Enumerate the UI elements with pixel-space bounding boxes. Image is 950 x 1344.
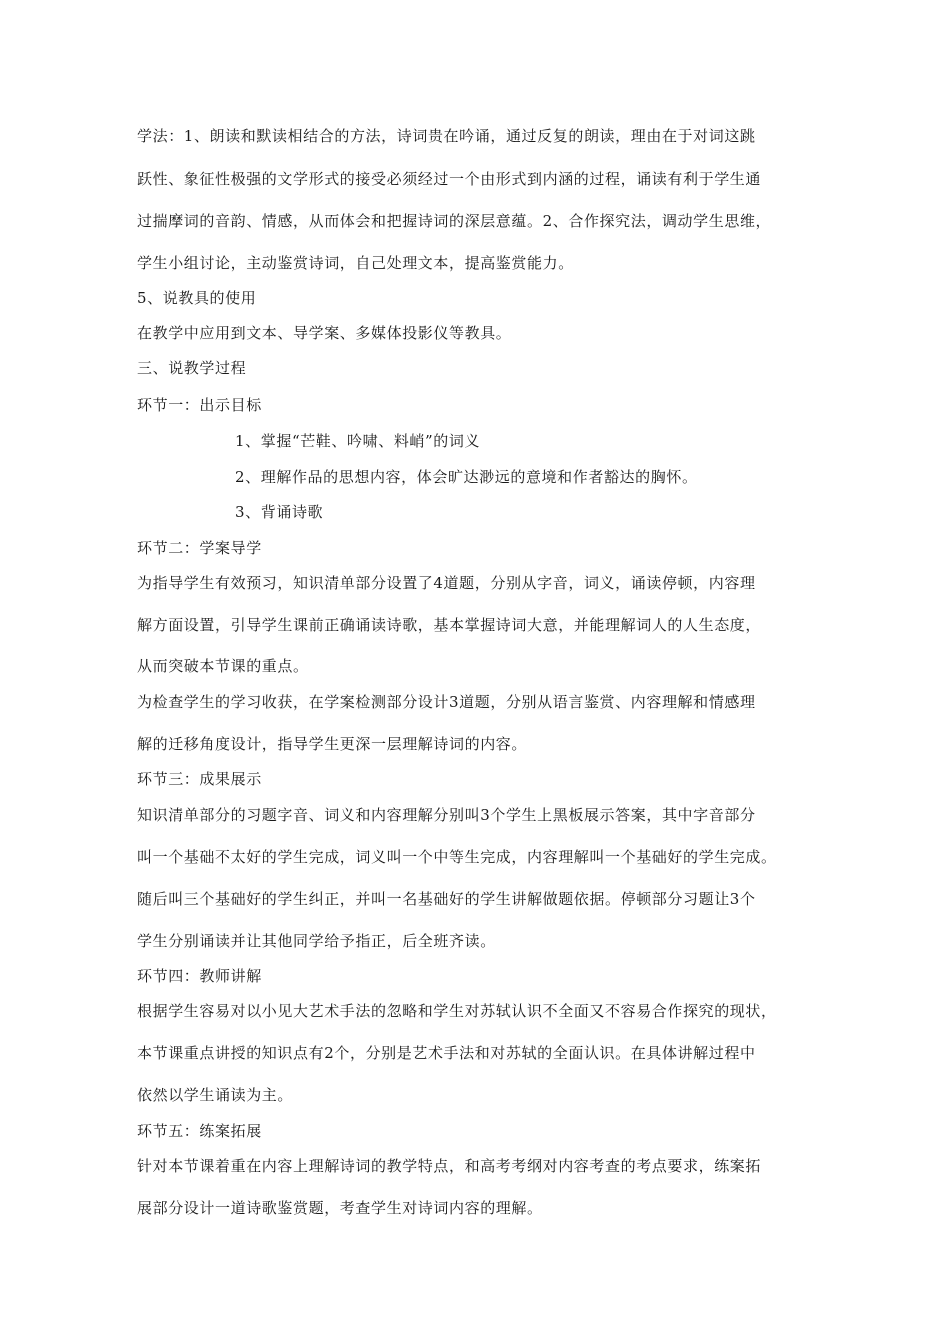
text-line: 解的迁移角度设计，指导学生更深一层理解诗词的内容。 [137, 735, 528, 753]
goal-item: 2、理解作品的思想内容，体会旷达渺远的意境和作者豁达的胸怀。 [235, 468, 698, 486]
text-line: 解方面设置，引导学生课前正确诵读诗歌，基本掌握诗词大意，并能理解词人的人生态度， [137, 616, 762, 634]
text-line: 跃性、象征性极强的文学形式的接受必须经过一个由形式到内涵的过程，诵读有利于学生通 [137, 170, 762, 188]
step-heading: 环节四：教师讲解 [137, 967, 262, 985]
text-line: 随后叫三个基础好的学生纠正，并叫一名基础好的学生讲解做题依据。停顿部分习题让3个 [137, 890, 756, 908]
step-heading: 环节三：成果展示 [137, 770, 262, 788]
text-line: 过揣摩词的音韵、情感，从而体会和把握诗词的深层意蕴。2、合作探究法，调动学生思维， [137, 212, 772, 230]
section-heading: 三、说教学过程 [137, 359, 247, 377]
text-line: 叫一个基础不太好的学生完成，词义叫一个中等生完成，内容理解叫一个基础好的学生完成。 [137, 848, 777, 866]
text-line: 依然以学生诵读为主。 [137, 1086, 294, 1104]
text-line: 为指导学生有效预习，知识清单部分设置了4道题，分别从字音，词义，诵读停顿，内容理 [137, 574, 756, 592]
text-line: 学生分别诵读并让其他同学给予指正，后全班齐读。 [137, 932, 496, 950]
text-line: 展部分设计一道诗歌鉴赏题，考查学生对诗词内容的理解。 [137, 1199, 543, 1217]
step-heading: 环节五：练案拓展 [137, 1122, 262, 1140]
goal-item: 3、背诵诗歌 [235, 503, 324, 521]
step-heading: 环节二：学案导学 [137, 539, 262, 557]
step-heading: 环节一：出示目标 [137, 396, 262, 414]
text-line: 根据学生容易对以小见大艺术手法的忽略和学生对苏轼认识不全面又不容易合作探究的现状， [137, 1002, 777, 1020]
text-line: 学法：1、朗读和默读相结合的方法，诗词贵在吟诵，通过反复的朗读，理由在于对词这跳 [137, 127, 756, 145]
text-line: 学生小组讨论，主动鉴赏诗词，自己处理文本，提高鉴赏能力。 [137, 254, 574, 272]
text-line: 知识清单部分的习题字音、词义和内容理解分别叫3个学生上黑板展示答案，其中字音部分 [137, 806, 756, 824]
text-line: 针对本节课着重在内容上理解诗词的教学特点，和高考考纲对内容考查的考点要求，练案拓 [137, 1157, 762, 1175]
text-line: 本节课重点讲授的知识点有2个，分别是艺术手法和对苏轼的全面认识。在具体讲解过程中 [137, 1044, 756, 1062]
goal-item: 1、掌握“芒鞋、吟啸、料峭”的词义 [235, 432, 481, 450]
text-line: 为检查学生的学习收获，在学案检测部分设计3道题，分别从语言鉴赏、内容理解和情感理 [137, 693, 756, 711]
section-heading: 5、说教具的使用 [137, 289, 257, 307]
text-line: 从而突破本节课的重点。 [137, 657, 309, 675]
text-line: 在教学中应用到文本、导学案、多媒体投影仪等教具。 [137, 324, 512, 342]
